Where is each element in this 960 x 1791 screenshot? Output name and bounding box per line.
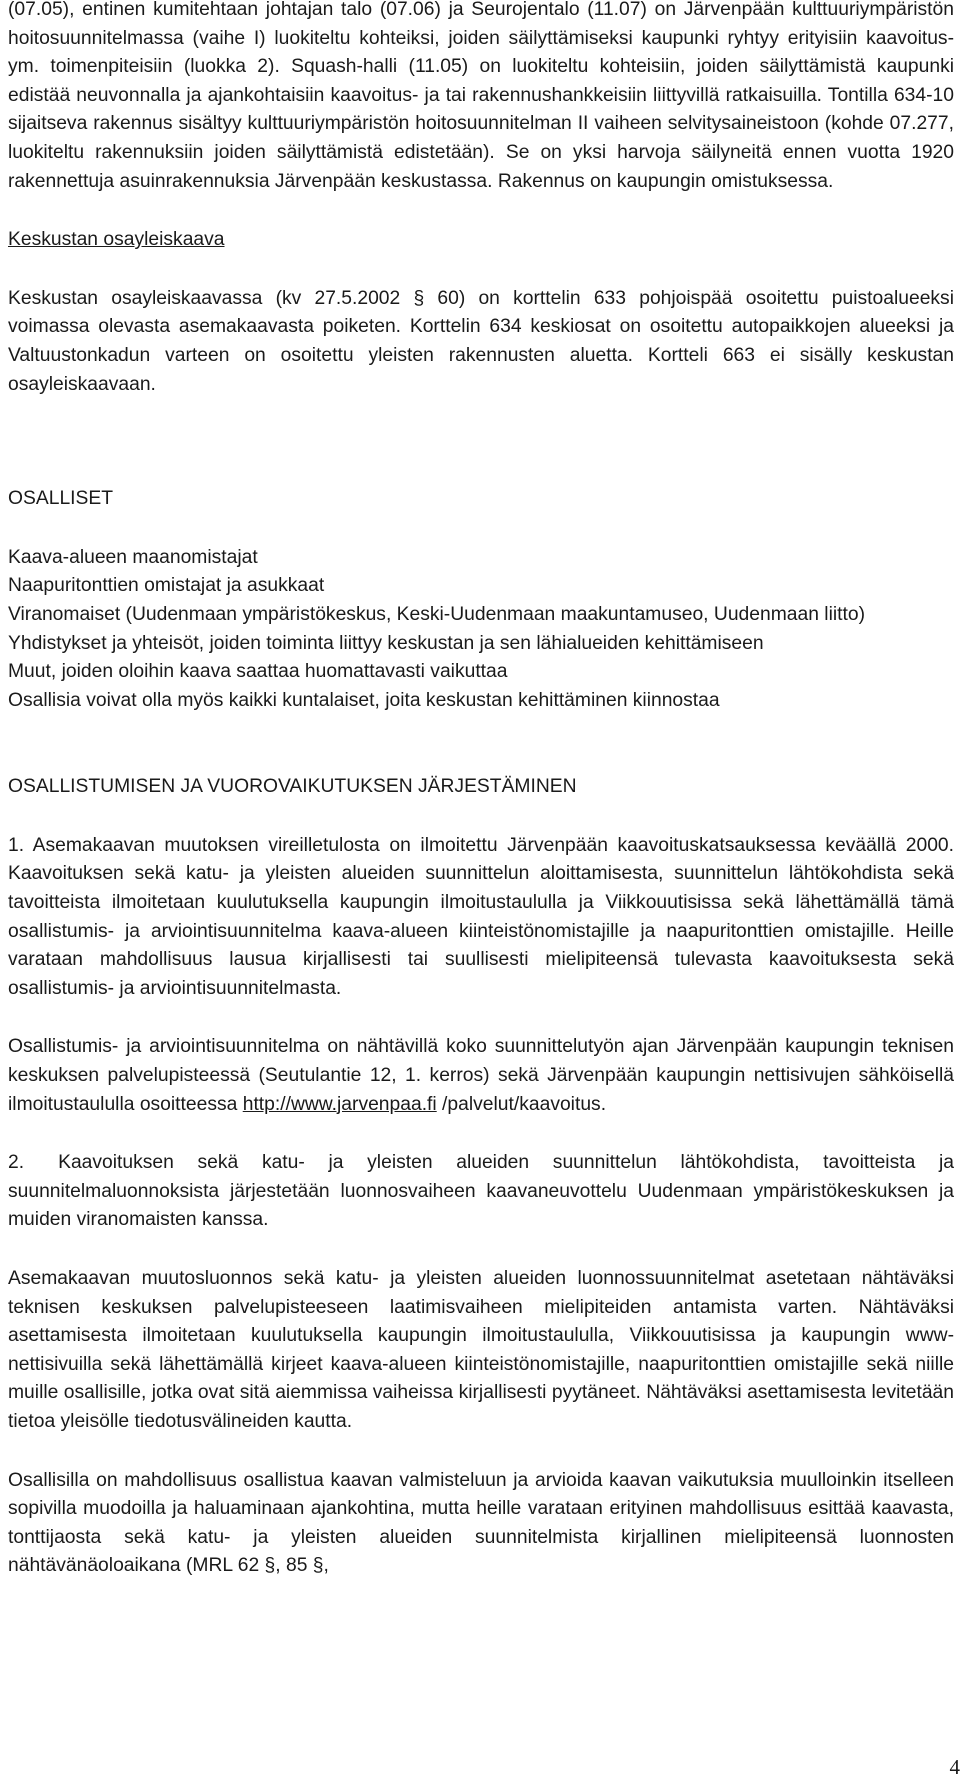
section-heading-osalliset: OSALLISET bbox=[8, 488, 114, 510]
document-page bbox=[8, 0, 954, 1581]
spacer bbox=[8, 1003, 954, 1033]
website-link[interactable]: http://www.jarvenpaa.fi bbox=[242, 1093, 437, 1115]
section-heading-osallistuminen: OSALLISTUMISEN JA VUOROVAIKUTUKSEN JÄRJESTÄMINEN bbox=[8, 776, 577, 798]
spacer bbox=[8, 255, 954, 285]
spacer bbox=[8, 1235, 954, 1265]
osallistuminen-paragraph-2 bbox=[8, 1033, 954, 1119]
list-item: Yhdistykset ja yhteisöt, joiden toiminta liittyy keskustan ja sen lähialueiden kehittämiseen bbox=[8, 632, 764, 654]
paragraph-text: Osallistumis- ja arviointisuunnitelma on nähtävillä koko suunnittelutyön ajan Järvenpään kaupungin teknisen keskuksen palvelupisteessä (Seutulantie 12, 1. kerros) sekä Järvenpään kaupungin nettisivujen sähköisellä ilmoitustaululla osoitteessa bbox=[8, 1036, 954, 1115]
osallistuminen-paragraph-3 bbox=[8, 1149, 954, 1235]
osallistuminen-paragraph-5: Osallisilla on mahdollisuus osallistua kaavan valmisteluun ja arvioida kaavan vaikutuksia muulloinkin itselleen sopivilla muodoilla ja haluaminaan ajankohtina, mutta heille varataan erityinen mahdollisuus esittää kaavasta, tonttijaosta sekä katu- ja yleisten alueiden suunnitelmista kirjallinen mielipiteensä luonnosten nähtävänäoloaikana (MRL 62 §, 85 §, bbox=[8, 1469, 954, 1577]
osalliset-list bbox=[8, 544, 954, 716]
osayleiskaava-paragraph: Keskustan osayleiskaavassa (kv 27.5.2002 § 60) on korttelin 633 pohjoispää osoitettu puistoalueeksi voimassa olevasta asemakaavasta poiketen. Korttelin 634 keskiosat on osoitettu autopaikkojen alueeksi ja Valtuustonkadun varteen on osoitettu yleisten rakennusten aluetta. Kortteli 663 ei sisälly keskustan osayleiskaavaan. bbox=[8, 287, 954, 395]
spacer bbox=[8, 196, 954, 226]
paragraph-number: 2. bbox=[8, 1152, 25, 1174]
page-number: 4 bbox=[949, 1755, 960, 1779]
list-item: Viranomaiset (Uudenmaan ympäristökeskus, Keski-Uudenmaan maakuntamuseo, Uudenmaan liitto) bbox=[8, 603, 866, 625]
list-item: Osallisia voivat olla myös kaikki kuntalaiset, joita keskustan kehittäminen kiinnostaa bbox=[8, 689, 720, 711]
list-item: Muut, joiden oloihin kaava saattaa huomattavasti vaikuttaa bbox=[8, 661, 508, 683]
spacer bbox=[8, 1119, 954, 1149]
spacer bbox=[8, 802, 954, 832]
osallistuminen-paragraph-1: 1. Asemakaavan muutoksen vireilletulosta on ilmoitettu Järvenpään kaavoituskatsauksessa keväällä 2000. Kaavoituksen sekä katu- ja yleisten alueiden suunnittelun aloittamisesta, suunnittelun lähtökohdista sekä tavoitteista ilmoitetaan kuulutuksella kaupungin ilmoitustaululla ja Viikkouutisissa sekä lähettämällä tämä osallistumis- ja arviointisuunnitelma kaava-alueen kiinteistönomistajille ja naapuritonttien omistajille. Heille varataan mahdollisuus lausua kirjallisesti tai suullisesti mielipiteensä tulevasta kaavoituksesta sekä osallistumis- ja arviointisuunnitelmasta. bbox=[8, 834, 954, 999]
spacer bbox=[8, 1437, 954, 1467]
list-item: Kaava-alueen maanomistajat bbox=[8, 546, 258, 568]
paragraph-text: Kaavoituksen sekä katu- ja yleisten alueiden suunnittelun lähtökohdista, tavoitteista ja suunnitelmaluonnoksista järjestetään luonnosvaiheen kaavaneuvottelu Uudenmaan ympäristökeskuksen ja muiden viranomaisten kanssa. bbox=[8, 1152, 954, 1231]
spacer bbox=[8, 514, 954, 544]
section-heading-osayleiskaava: Keskustan osayleiskaava bbox=[8, 229, 225, 251]
osallistuminen-paragraph-4: Asemakaavan muutosluonnos sekä katu- ja yleisten alueiden luonnossuunnitelmat asetetaan nähtäväksi teknisen keskuksen palvelupisteeseen laatimisvaiheen mielipiteiden antamista varten. Nähtäväksi asettamisesta ilmoitetaan kuulutuksella kaupungin ilmoitustaululla, Viikkouutisissa ja kaupungin www-nettisivuilla sekä lähettämällä kirjeet kaava-alueen kiinteistönomistajille, naapuritonttien omistajille sekä niille muille osallisille, jotka ovat sitä aiemmissa vaiheissa kirjallisesti pyytäneet. Nähtäväksi asettamisesta levitetään tietoa yleisölle tiedotusvälineiden kautta. bbox=[8, 1268, 954, 1432]
intro-paragraph: (07.05), entinen kumitehtaan johtajan talo (07.06) ja Seurojentalo (11.07) on Järvenpään kulttuuriympäristön hoitosuunnitelmassa (vaihe I) luokiteltu kohteiksi, joiden säilyttämiseksi kaupunki ryhtyy erityisiin kaavoitus- ym. toimenpiteisiin (luokka 2). Squash-halli (11.05) on luokiteltu kohteisiin, joiden säilyttämistä kaupunki edistää neuvonnalla ja ajankohtaisiin kaavoitus- ja tai rakennushankkeisiin liittyvillä ratkaisuilla. Tontilla 634-10 sijaitseva rakennus sisältyy kulttuuriympäristön hoitosuunnitelman II vaiheen selvitysaineistoon (kohde 07.277, luokiteltu rakennuksiin joiden säilyttämistä edistetään). Se on yksi harvoja säilyneitä ennen vuotta 1920 rakennettuja asuinrakennuksia Järvenpään keskustassa. Rakennus on kaupungin omistuksessa. bbox=[8, 0, 954, 192]
list-item: Naapuritonttien omistajat ja asukkaat bbox=[8, 575, 325, 597]
spacer bbox=[8, 399, 954, 485]
link-tail: /palvelut/kaavoitus. bbox=[436, 1093, 607, 1115]
spacer bbox=[8, 715, 954, 773]
